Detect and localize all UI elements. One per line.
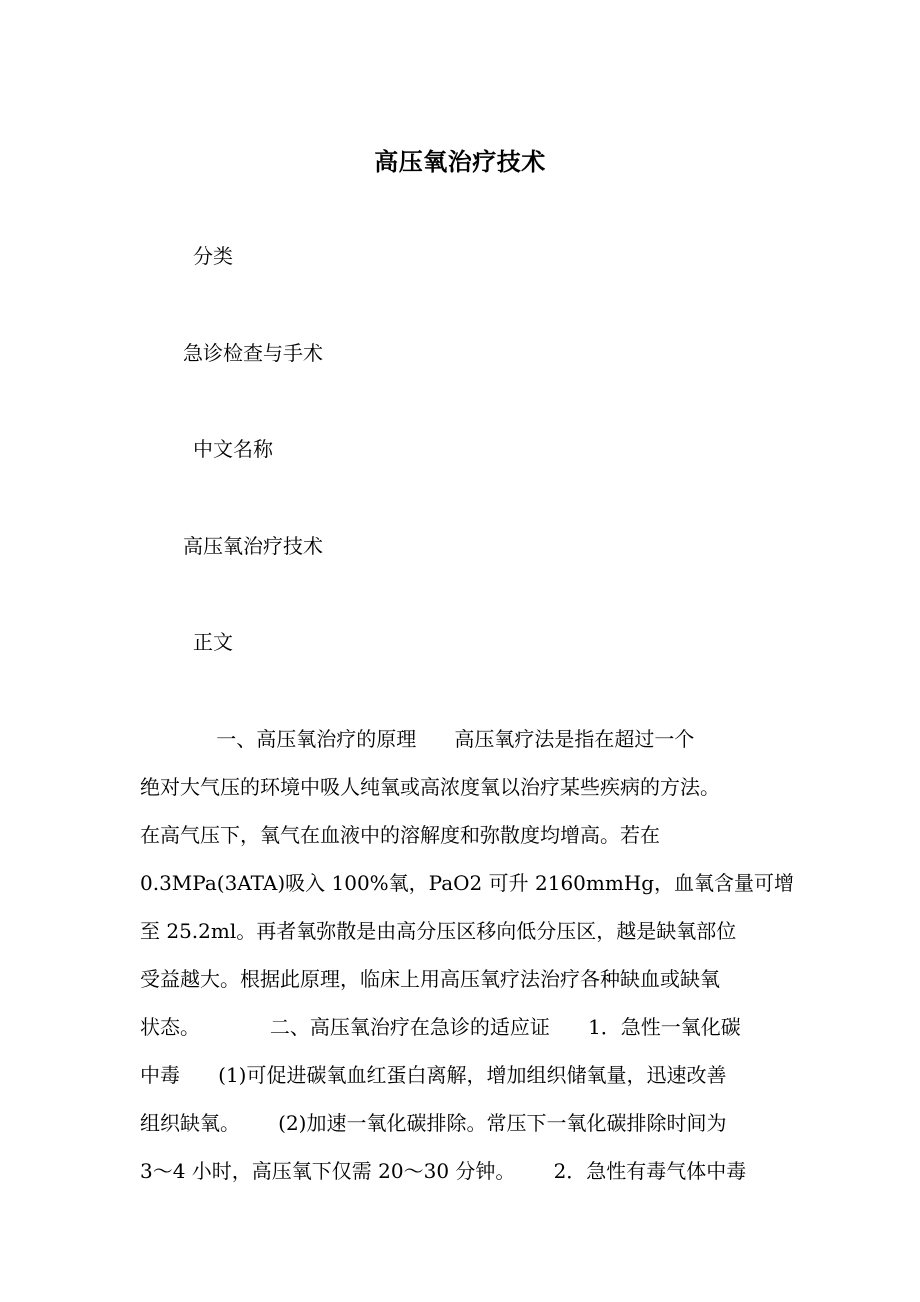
body-line: 中毒 (1)可促进碳氧血红蛋白离解，增加组织储氧量，迅速改善 [140, 1063, 727, 1087]
document-title: 高压氧治疗技术 [374, 147, 546, 176]
body-line: 一、高压氧治疗的原理 高压氧疗法是指在超过一个 [140, 727, 695, 751]
category-value: 急诊检查与手术 [183, 341, 323, 365]
chinese-name-value: 高压氧治疗技术 [183, 534, 323, 558]
body-line: 在高气压下，氧气在血液中的溶解度和弥散度均增高。若在 [140, 823, 660, 847]
chinese-name-label: 中文名称 [193, 437, 273, 461]
body-text [140, 722, 795, 1202]
body-line: 组织缺氧。 (2)加速一氧化碳排除。常压下一氧化碳排除时间为 [140, 1111, 727, 1135]
body-line: 状态。 二、高压氧治疗在急诊的适应证 1．急性一氧化碳 [140, 1015, 741, 1039]
body-line: 绝对大气压的环境中吸人纯氧或高浓度氧以治疗某些疾病的方法。 [140, 775, 720, 799]
body-line: 3～4 小时，高压氧下仅需 20～30 分钟。 2．急性有毒气体中毒 [140, 1159, 747, 1183]
body-line: 0.3MPa(3ATA)吸入 100%氧，PaO2 可升 2160mmHg，血氧含量可增 [140, 871, 795, 895]
body-line: 至 25.2ml。再者氧弥散是由高分压区移向低分压区，越是缺氧部位 [140, 919, 737, 943]
category-label: 分类 [193, 244, 233, 268]
body-line: 受益越大。根据此原理，临床上用高压氧疗法治疗各种缺血或缺氧 [140, 967, 720, 991]
body-label: 正文 [193, 630, 233, 654]
